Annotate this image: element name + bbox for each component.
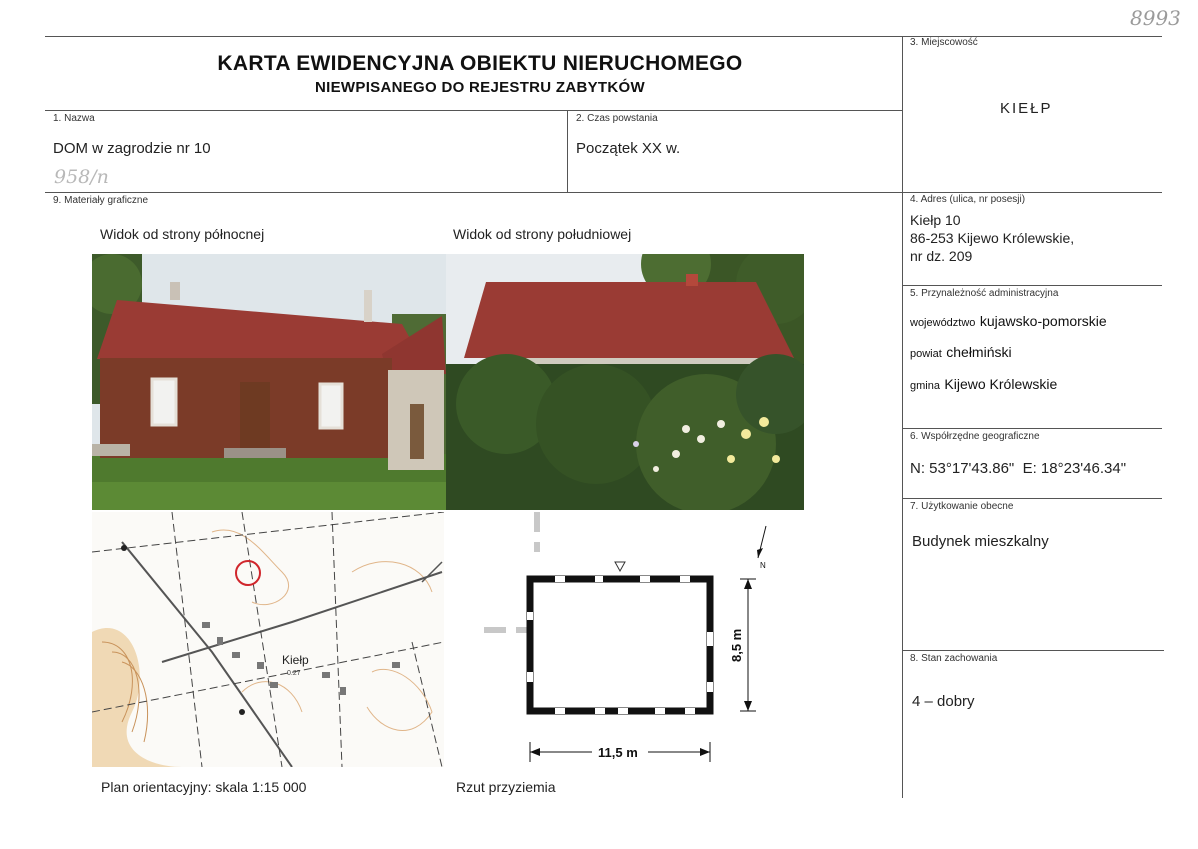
- depth-dimension-label: 8,5 m: [729, 628, 744, 662]
- header-bottom-rule: [45, 110, 902, 111]
- plan-caption: Plan orientacyjny: skala 1:15 000: [101, 779, 307, 795]
- handwritten-ref-number: 958/n: [54, 166, 109, 188]
- right-rule-2: [902, 428, 1162, 429]
- right-rule-3: [902, 498, 1162, 499]
- north-arrow-icon: [757, 526, 766, 570]
- field-adres-line1: Kiełp 10: [910, 212, 961, 228]
- orientation-map: [92, 512, 444, 767]
- wojewodztwo-prefix: województwo: [910, 317, 976, 329]
- page-subtitle: NIEWPISANEGO DO REJESTRU ZABYTKÓW: [315, 79, 645, 96]
- handwritten-corner-number: 8993: [1130, 6, 1181, 30]
- field-stan-value: 4 – dobry: [912, 693, 975, 710]
- photo-north-view: [92, 254, 446, 510]
- row1-bottom-rule: [45, 192, 1162, 193]
- field-uzytkowanie-value: Budynek mieszkalny: [912, 533, 1049, 550]
- north-letter: N: [760, 561, 766, 570]
- field-wspolrzedne-label: 6. Współrzędne geograficzne: [910, 431, 1040, 442]
- field-stan-label: 8. Stan zachowania: [910, 653, 998, 664]
- field-miejscowosc-value: KIEŁP: [1000, 100, 1053, 117]
- map-place-label: Kiełp: [282, 653, 309, 667]
- photo-south-view: [446, 254, 804, 510]
- field-nazwa-value: DOM w zagrodzie nr 10: [53, 140, 211, 157]
- field-adres-label: 4. Adres (ulica, nr posesji): [910, 194, 1026, 205]
- field-czas-label: 2. Czas powstania: [576, 113, 658, 124]
- powiat-prefix: powiat: [910, 348, 942, 360]
- gmina-value: Kijewo Królewskie: [944, 376, 1058, 392]
- field-wojewodztwo: [910, 313, 1107, 331]
- floor-plan-caption: Rzut przyziemia: [456, 779, 556, 795]
- vertical-divider-field2: [567, 110, 568, 192]
- field-czas-value: Początek XX w.: [576, 140, 681, 157]
- field-uzytkowanie-label: 7. Użytkowanie obecne: [910, 501, 1014, 512]
- vertical-divider-main: [902, 36, 903, 798]
- wojewodztwo-value: kujawsko-pomorskie: [979, 313, 1107, 329]
- right-rule-4: [902, 650, 1164, 651]
- field-adres-line2: 86-253 Kijewo Królewskie,: [910, 230, 1075, 246]
- width-dimension-label: 11,5 m: [598, 745, 638, 760]
- field-powiat: [910, 344, 1012, 362]
- field-nazwa-label: 1. Nazwa: [53, 113, 95, 124]
- page-title: KARTA EWIDENCYJNA OBIEKTU NIERUCHOMEGO: [217, 52, 743, 75]
- floor-plan: [470, 512, 800, 767]
- top-rule: [45, 36, 1162, 37]
- gmina-prefix: gmina: [910, 380, 940, 392]
- north-view-caption: Widok od strony północnej: [100, 226, 265, 242]
- powiat-value: chełmiński: [946, 344, 1012, 360]
- field-gmina: [910, 376, 1057, 394]
- field-wspolrzedne-value: N: 53°17'43.86" E: 18°23'46.34": [910, 460, 1127, 477]
- field-przynaleznosc-label: 5. Przynależność administracyjna: [910, 288, 1059, 299]
- south-view-caption: Widok od strony południowej: [453, 226, 632, 242]
- field-miejscowosc-label: 3. Miejscowość: [910, 37, 978, 48]
- map-small-label: 0.27: [287, 670, 301, 677]
- right-rule-1: [902, 285, 1162, 286]
- field-adres-line3: nr dz. 209: [910, 248, 973, 264]
- field-materialy-label: 9. Materiały graficzne: [53, 195, 149, 206]
